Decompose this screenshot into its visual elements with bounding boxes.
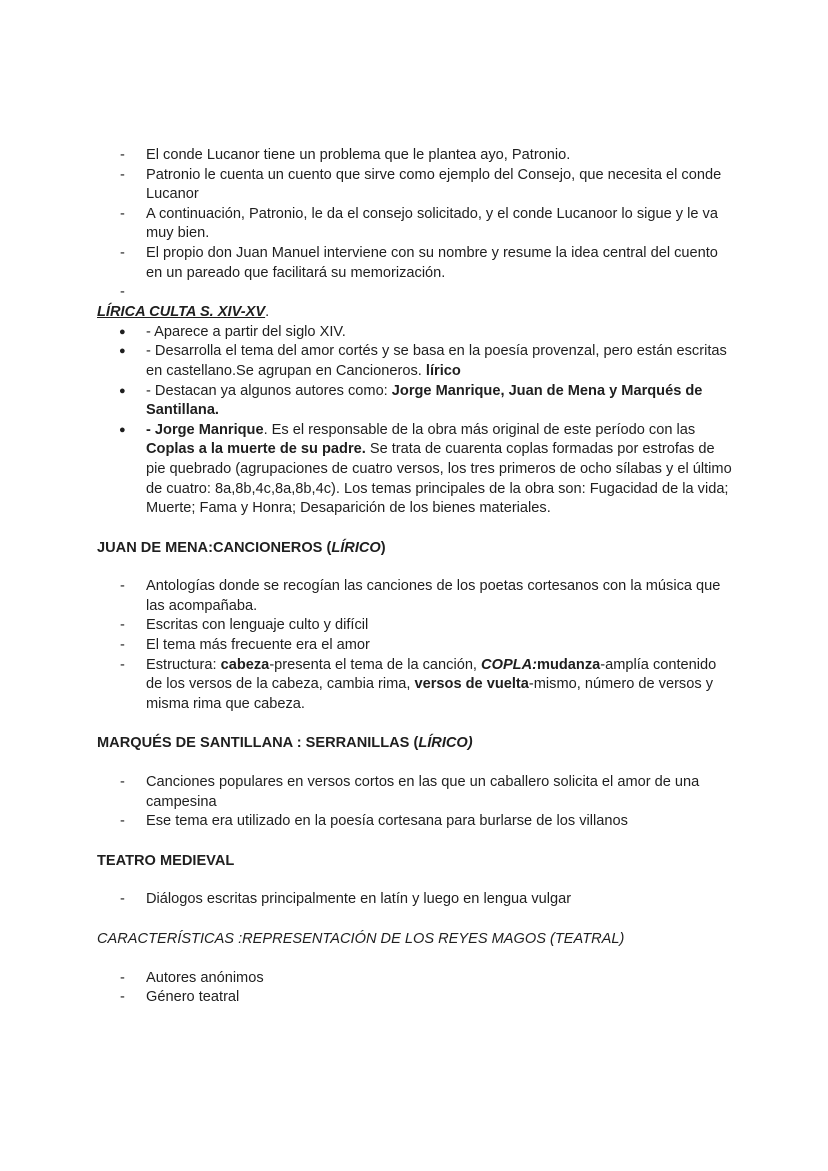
list-item — [0, 969, 828, 989]
list-item — [0, 890, 828, 910]
list-item-text: El tema más frecuente era el amor — [146, 637, 370, 654]
bold-text: versos de vuelta — [414, 676, 529, 693]
section-heading-lirica — [0, 303, 828, 323]
dash-marker: - — [120, 969, 125, 986]
dash-marker: - — [120, 578, 125, 595]
spacer — [0, 754, 828, 773]
list-item-text: -mismo, número de versos y misma rima que cabeza. — [146, 676, 713, 712]
list-item-text: Ese tema era utilizado en la poesía cortesana para burlarse de los villanos — [146, 813, 628, 830]
bold-text: cabeza — [220, 656, 270, 673]
list-item-text: Autores anónimos — [146, 969, 264, 986]
bold-text: Coplas a la muerte de su padre. — [146, 441, 366, 458]
dash-marker: - — [120, 617, 125, 634]
bullet-marker: ● — [119, 325, 126, 338]
reyes-list — [0, 969, 828, 1008]
list-item — [0, 342, 828, 381]
spacer — [0, 832, 828, 852]
list-item-text: -presenta el tema de la canción, — [269, 656, 482, 673]
list-item-text: - Aparece a partir del siglo XIV. — [146, 323, 346, 340]
heading-text: MARQUÉS DE SANTILLANA : SERRANILLAS ( — [97, 735, 419, 752]
list-item — [0, 812, 828, 832]
dash-marker: - — [120, 774, 125, 791]
section-heading-teatro: TEATRO MEDIEVAL — [97, 852, 235, 869]
list-item — [0, 988, 828, 1008]
heading-text: ) — [380, 539, 386, 556]
list-item-text: El propio don Juan Manuel interviene con su nombre y resume la idea central del cuento en un pareado que facilitará su memorización. — [146, 244, 718, 281]
teatro-list — [0, 890, 828, 910]
bullet-marker: ● — [119, 345, 126, 358]
bold-text: - Jorge Manrique — [146, 421, 264, 438]
dash-marker: - — [120, 637, 125, 654]
dash-marker: - — [120, 813, 125, 830]
list-item — [0, 382, 828, 421]
list-item-text: Patronio le cuenta un cuento que sirve como ejemplo del Consejo, que necesita el conde Lucanor — [146, 166, 722, 203]
list-item — [0, 146, 828, 166]
list-item — [0, 421, 828, 519]
list-item — [0, 656, 828, 715]
dash-marker: - — [120, 656, 125, 673]
intro-list — [0, 146, 828, 283]
spacer — [0, 871, 828, 890]
bold-text: mudanza — [537, 656, 601, 673]
list-item-text: A continuación, Patronio, le da el consejo solicitado, y el conde Lucanoor lo sigue y le va muy bien. — [146, 205, 718, 242]
list-item — [0, 616, 828, 636]
bullet-marker: ● — [119, 423, 126, 436]
heading-text: LÍRICA CULTA S. XIV-XV — [97, 304, 266, 321]
list-item — [0, 244, 828, 283]
list-item-text: Antologías donde se recogían las canciones de los poetas cortesanos con la música que las acompañaba. — [146, 578, 721, 614]
spacer — [0, 519, 828, 539]
list-item-text: -amplía contenido de los versos de la cabeza, cambia rima, — [146, 656, 717, 693]
heading-dot: . — [265, 304, 270, 321]
list-item-text: Género teatral — [146, 989, 240, 1006]
heading-italic: LÍRICO — [331, 539, 381, 556]
list-item — [0, 166, 828, 205]
dash-marker: - — [120, 147, 125, 163]
mena-list — [0, 577, 828, 714]
list-item — [0, 636, 828, 656]
list-item-text: - Destacan ya algunos autores como: — [146, 382, 392, 399]
list-item — [0, 205, 828, 244]
bold-text — [481, 657, 537, 673]
bold-italic-text: COPLA: — [481, 656, 537, 673]
list-item-text: Diálogos escritas principalmente en latín y luego en lengua vulgar — [146, 891, 572, 908]
dash-marker: - — [120, 891, 125, 908]
list-item-text: Estructura: — [146, 656, 221, 673]
santillana-list — [0, 773, 828, 832]
spacer — [0, 950, 828, 969]
list-item-text: Escritas con lenguaje culto y difícil — [146, 617, 369, 634]
section-heading-santillana — [0, 734, 828, 754]
empty-dash-item: - — [120, 284, 125, 301]
heading-italic: LÍRICO) — [418, 735, 473, 752]
spacer — [0, 714, 828, 734]
spacer — [0, 910, 828, 930]
list-item — [0, 323, 828, 343]
dash-marker: - — [120, 205, 125, 222]
section-heading-reyes: CARACTERÍSTICAS :REPRESENTACIÓN DE LOS REYES MAGOS (TEATRAL) — [97, 931, 625, 947]
section-heading-mena — [0, 539, 828, 559]
list-item-text: Se trata de cuarenta coplas formadas por estrofas de pie quebrado (agrupaciones de cuatro versos, los tres primeros de ocho sílabas y el último de cuatro: 8a,8b,4c,8a,8b,4c). Los temas principales de la obra son: Fugacidad de la vida; Muerte; Fama y Honra; Desaparición de los bienes materiales. — [146, 441, 732, 517]
dash-marker: - — [120, 244, 125, 261]
bold-text: lírico — [425, 362, 461, 379]
list-item — [0, 773, 828, 812]
list-item — [0, 577, 828, 616]
list-item-text: El conde Lucanor tiene un problema que le plantea ayo, Patronio. — [146, 147, 571, 163]
dash-marker: - — [120, 989, 125, 1006]
top-margin — [0, 0, 828, 146]
lirica-list — [0, 323, 828, 519]
list-item-text: Canciones populares en versos cortos en las que un caballero solicita el amor de una campesina — [146, 774, 700, 810]
list-item-text: . Es el responsable de la obra más original de este período con las — [263, 421, 696, 438]
list-item-text: - Desarrolla el tema del amor cortés y se basa en la poesía provenzal, pero están escritas en castellano.Se agrupan en Cancioneros. — [146, 343, 727, 379]
heading-text: JUAN DE MENA:CANCIONEROS ( — [97, 539, 332, 556]
spacer — [0, 558, 828, 577]
bullet-marker: ● — [119, 384, 126, 397]
dash-marker: - — [120, 166, 125, 183]
bold-text: Jorge Manrique, Juan de Mena y Marqués de Santillana. — [146, 382, 703, 419]
